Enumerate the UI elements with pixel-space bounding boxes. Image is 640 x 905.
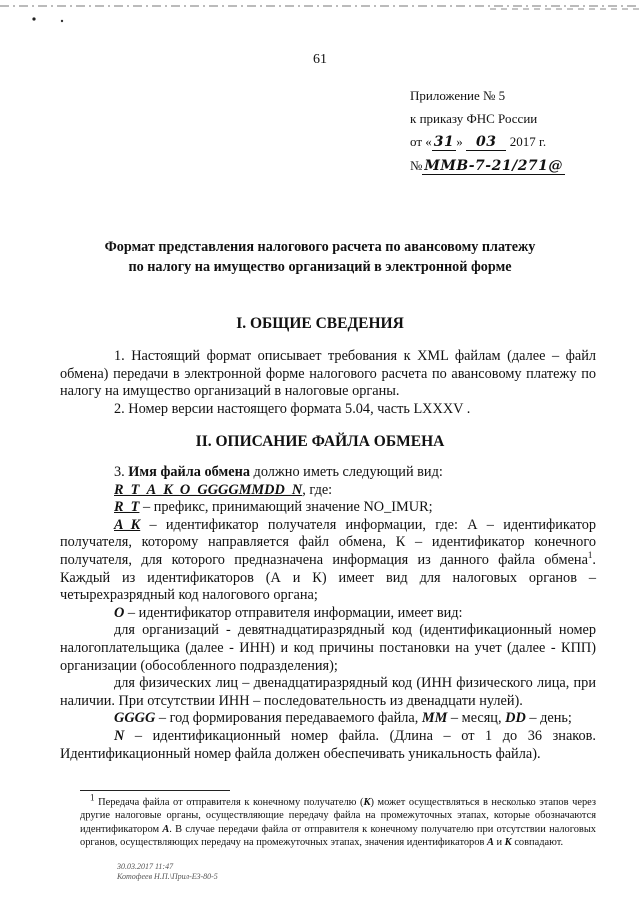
date-day: 31 (433, 134, 455, 150)
order-line: к приказу ФНС России (410, 111, 538, 126)
fn-t2: ) может осуществляться в несколько этапов через другие налоговые органы, осуществляющие передачу файла на промежуточных этапах, которые обозначаются идентификатором (80, 797, 596, 835)
date-month: 03 (466, 134, 506, 151)
pattern-code: R_T_A_K_O_GGGGMMDD_N (114, 481, 303, 498)
org-definition: для организаций - девятнадцатиразрядный код (идентификационный номер налогоплательщика (далее - ИНН) и код причины постановки на учет (далее - КПП) организации (обособленного подразделения); (60, 622, 596, 674)
fn-k2: К (504, 836, 512, 848)
number-value: ММВ-7-21/271@ (424, 158, 563, 174)
pattern-suffix: , где: (302, 481, 333, 498)
n-text: – идентификационный номер файла. (Длина – от 1 до 36 знаков. Идентификационный номер файла должен обеспечивать уникальность файла). (60, 727, 596, 762)
ak-text: – идентификатор получателя информации, где: А – идентификатор получателя, которому направляется файл обмена, К – идентификатор конечного получателя, для которого предназначена информация из данного файла обмена (60, 516, 596, 568)
o-text: – идентификатор отправителя информации, имеет вид: (124, 604, 463, 621)
print-stamp (117, 862, 218, 882)
section-heading-exchange-file: II. ОПИСАНИЕ ФАЙЛА ОБМЕНА (195, 433, 445, 450)
n-definition (60, 728, 596, 763)
section-exchange-body (60, 464, 596, 763)
paragraph-2: 2. Номер версии настоящего формата 5.04, часть LXXXV . (114, 400, 471, 417)
p3-rest: должно иметь следующий вид: (249, 464, 443, 480)
fn-k1: К (363, 797, 371, 808)
fn-t4: и (493, 836, 505, 848)
order-date (410, 130, 565, 154)
p3-bold: Имя файла обмена (128, 464, 250, 480)
appendix-block (410, 84, 565, 178)
rt-text: – префикс, принимающий значение NO_IMUR; (139, 499, 433, 516)
filename-pattern (60, 482, 596, 500)
dd-code: DD (505, 710, 526, 727)
ak-code: A_K (114, 516, 141, 533)
o-definition (60, 605, 596, 623)
title-line: Формат представления налогового расчета по авансовому платежу (104, 239, 536, 255)
fn-a2: А (486, 836, 494, 848)
stamp-line: Котофеев Н.П.\Прил-ЕЗ-80-5 (117, 872, 218, 881)
footnote-ref: 1 (587, 550, 593, 561)
gggg-text: – год формирования передаваемого файла, (155, 710, 422, 727)
paragraph-3 (60, 464, 596, 482)
dd-text: – день; (525, 710, 572, 727)
scan-artifact-top (0, 0, 640, 26)
mm-code: MM (421, 710, 448, 727)
date-definition (60, 710, 596, 728)
document-title (60, 237, 580, 277)
date-mid: » (456, 134, 463, 149)
section-general-body (60, 348, 596, 418)
fn-t1: Передача файла от отправителя к конечному получателю ( (94, 797, 364, 808)
gggg-code: GGGG (114, 710, 156, 727)
appendix-line: Приложение № 5 (410, 88, 506, 103)
footnote (80, 792, 596, 849)
title-line: по налогу на имущество организаций в электронной форме (128, 259, 512, 275)
ak-definition (60, 517, 596, 605)
o-code: O (114, 604, 125, 621)
date-year: 2017 г. (509, 134, 547, 149)
ak-text2: . Каждый из идентификаторов (А и К) имеет вид для налоговых органов – четырехразрядный код налогового органа; (60, 551, 596, 604)
fn-t5: совпадают. (511, 836, 564, 848)
page-number: 61 (313, 52, 327, 67)
paragraph-1: 1. Настоящий формат описывает требования к XML файлам (далее – файл обмена) передачи в электронной форме налогового расчета по авансовому платежу по налогу на имущество организаций в налоговые органы. (60, 348, 596, 400)
fn-t3: . В случае передачи файла от отправителя к конечному получателю при отсутствии налоговых органов, осуществляющих передачу на промежуточных этапах, значения идентификаторов (80, 823, 596, 848)
footnote-mark: 1 (90, 792, 95, 803)
stamp-line: 30.03.2017 11:47 (117, 862, 174, 871)
phys-definition: для физических лиц – двенадцатиразрядный код (ИНН физического лица, при наличии. При отсутствии ИНН – последовательность из двенадцати нулей). (60, 675, 596, 709)
date-prefix: от « (410, 134, 432, 149)
rt-code: R_T (114, 499, 140, 516)
order-number (410, 154, 565, 178)
footnote-divider (80, 790, 230, 791)
footnote-text (80, 792, 596, 849)
number-prefix: № (410, 158, 423, 173)
section-heading-general: I. ОБЩИЕ СВЕДЕНИЯ (236, 315, 404, 332)
rt-definition (60, 499, 596, 517)
fn-a1: А (162, 823, 170, 835)
mm-text: – месяц, (447, 710, 506, 727)
p3-num: 3. (114, 464, 129, 480)
n-code: N (114, 727, 125, 744)
